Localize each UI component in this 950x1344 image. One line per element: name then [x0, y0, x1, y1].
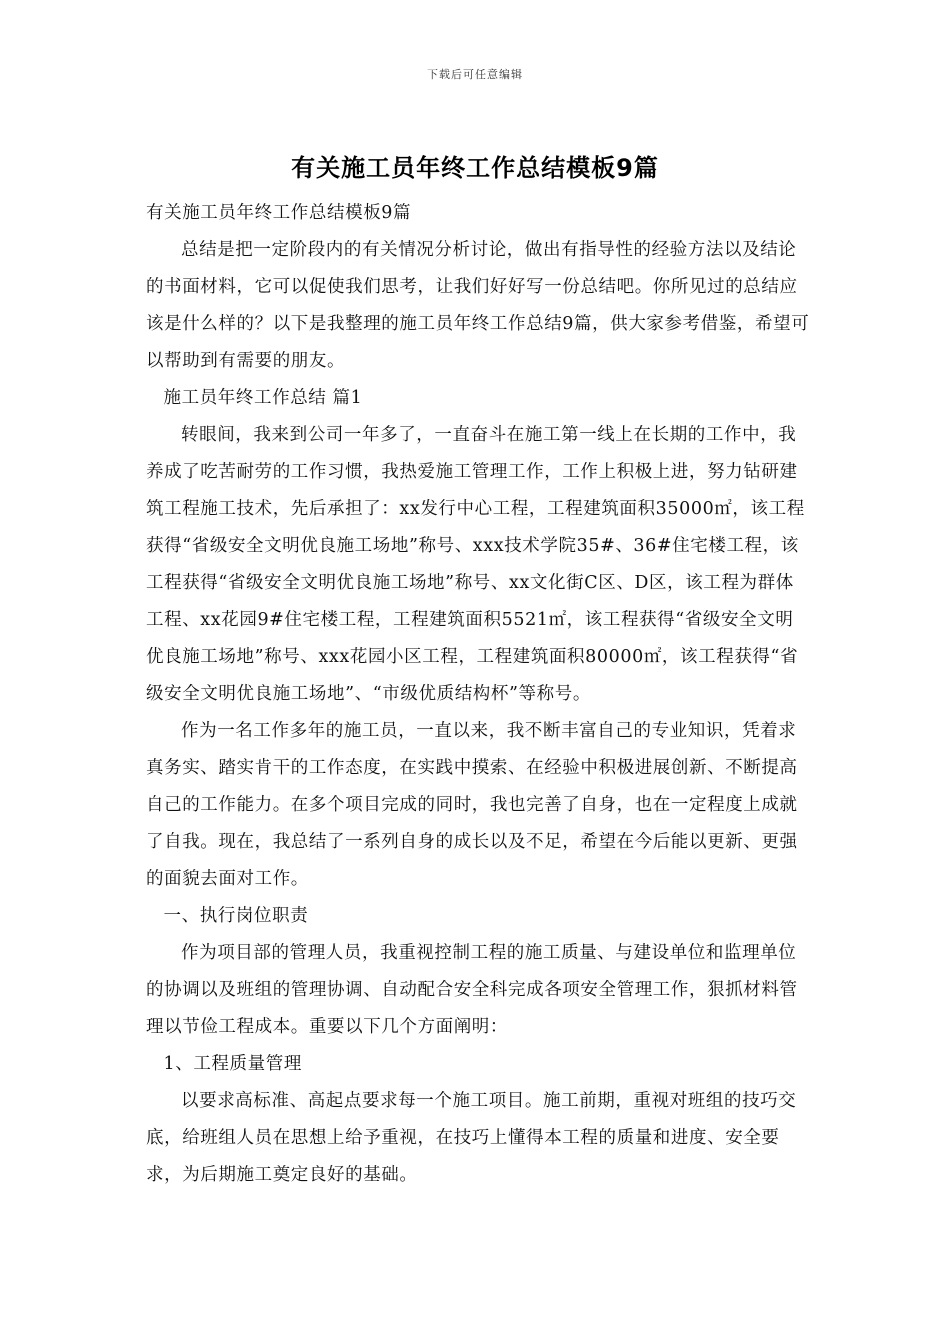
- paragraph-growth: 作为一名工作多年的施工员，一直以来，我不断丰富自己的专业知识，凭着求真务实、踏实肯干的工作态度，在实践中摸索、在经验中积极进展创新、不断提高自己的工作能力。在多个项目完成的同时，我也完善了自身，也在一定程度上成就了自我。现在，我总结了一系列自身的成长以及不足，希望在今后能以更新、更强的面貌去面对工作。: [146, 721, 798, 889]
- subsection-heading-quality: 1、工程质量管理: [163, 1054, 302, 1074]
- header-note: 下载后可任意编辑: [427, 68, 523, 81]
- paragraph-intro: 总结是把一定阶段内的有关情况分析讨论，做出有指导性的经验方法以及结论的书面材料，它可以促使我们思考，让我们好好写一份总结吧。你所见过的总结应该是什么样的？以下是我整理的施工员年终工作总结9篇，供大家参考借鉴，希望可以帮助到有需要的朋友。: [146, 240, 810, 371]
- document-subtitle: 有关施工员年终工作总结模板9篇: [146, 203, 412, 223]
- document-body: [146, 195, 810, 1194]
- document-title: 有关施工员年终工作总结模板9篇: [291, 154, 659, 182]
- paragraph-projects: 转眼间，我来到公司一年多了，一直奋斗在施工第一线上在长期的工作中，我养成了吃苦耐劳的工作习惯，我热爱施工管理工作，工作上积极上进，努力钻研建筑工程施工技术，先后承担了：xx发行中心工程，工程建筑面积35000㎡，该工程获得“省级安全文明优良施工场地”称号、xxx技术学院35#、36#住宅楼工程，该工程获得“省级安全文明优良施工场地”称号、xx文化街C区、D区，该工程为群体工程、xx花园9#住宅楼工程，工程建筑面积5521㎡，该工程获得“省级安全文明优良施工场地”称号、xxx花园小区工程，工程建筑面积80000㎡，该工程获得“省级安全文明优良施工场地”、“市级优质结构杯”等称号。: [146, 425, 805, 704]
- section-heading-duties: 一、执行岗位职责: [163, 906, 309, 926]
- section-heading-part1: 施工员年终工作总结 篇1: [163, 388, 363, 408]
- paragraph-quality: 以要求高标准、高起点要求每一个施工项目。施工前期，重视对班组的技巧交底，给班组人员在思想上给予重视，在技巧上懂得本工程的质量和进度、安全要求，为后期施工奠定良好的基础。: [146, 1091, 797, 1185]
- paragraph-duties: 作为项目部的管理人员，我重视控制工程的施工质量、与建设单位和监理单位的协调以及班组的管理协调、自动配合安全科完成各项安全管理工作，狠抓材料管理以节俭工程成本。重要以下几个方面阐明：: [146, 943, 798, 1037]
